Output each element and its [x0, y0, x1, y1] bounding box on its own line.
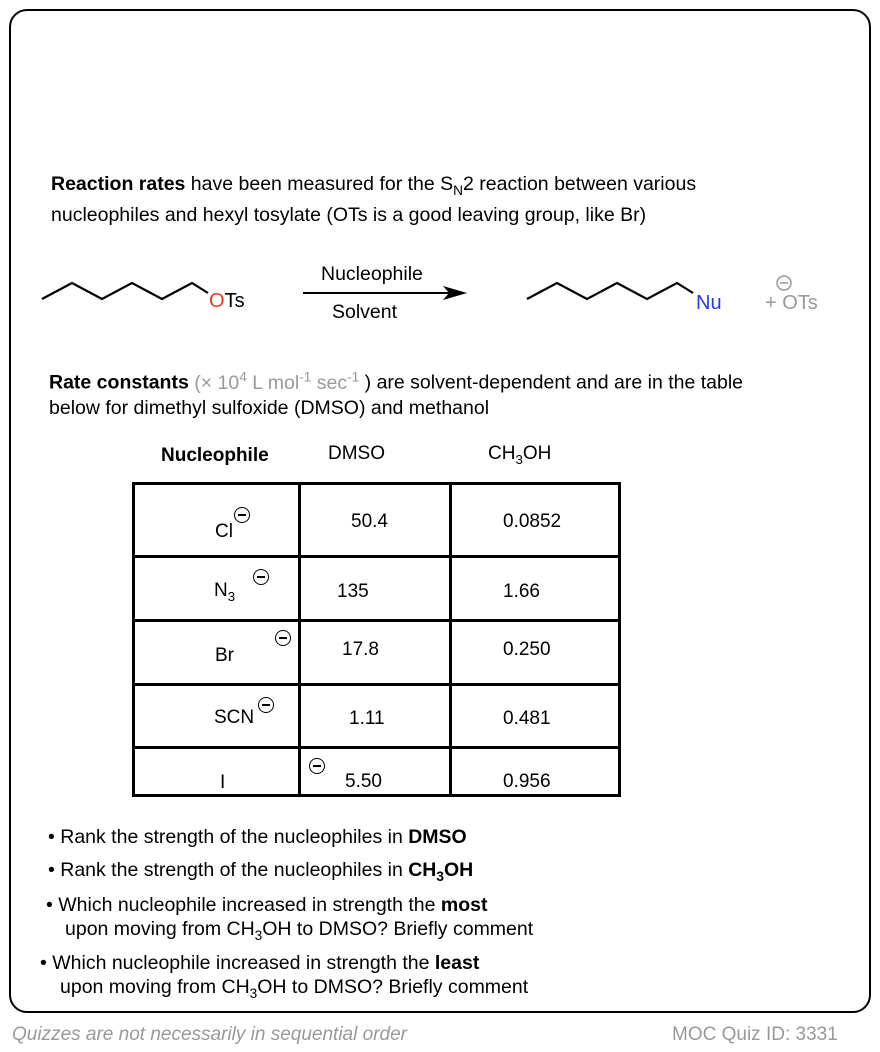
intro-text: [51, 172, 696, 228]
header-nucleophile: Nucleophile: [161, 445, 269, 466]
rate-units: (× $10^4$ L mol$^{-1}$ $\sec^{-1}$: [194, 369, 360, 394]
table-col-divider: [449, 482, 452, 796]
question-4: • Which nucleophile increased in strength the least upon moving from $CH_3OH$ to DMSO? Briefly comment: [40, 952, 529, 1001]
dmso-value: 135: [337, 581, 369, 602]
arrow-top-label: Nucleophile: [321, 263, 423, 285]
dmso-value: 1.11: [349, 708, 385, 729]
negative-charge-icon: [309, 758, 325, 774]
tosyl-label: Ts: [224, 290, 245, 312]
nucleophile-i: I: [220, 772, 226, 793]
table-row-divider: [132, 619, 621, 622]
intro-line2: nucleophiles and hexyl tosylate (OTs is a good leaving group, like Br): [51, 203, 647, 226]
arrow-bottom-label: Solvent: [332, 301, 398, 323]
header-ch3oh: $CH_3OH$: [488, 443, 552, 467]
nucleophile-cl: Cl: [215, 521, 233, 542]
header-dmso: DMSO: [328, 443, 385, 464]
table-row-divider: [132, 555, 621, 558]
meoh-value: 0.250: [503, 639, 551, 660]
table-bottom-border: [132, 794, 621, 797]
nucleophile-scn: SCN: [214, 707, 255, 728]
rate-text: [49, 364, 743, 421]
meoh-value: 0.481: [503, 708, 551, 729]
question-1: • Rank the strength of the nucleophiles in DMSO: [48, 826, 467, 848]
rate-line2: below for dimethyl sulfoxide (DMSO) and methanol: [49, 396, 490, 419]
reaction-scheme: [0, 255, 880, 330]
oxygen-atom: O: [209, 290, 225, 312]
rate-bold: Rate constants: [49, 371, 189, 394]
intro-bold: Reaction rates: [51, 173, 186, 195]
dmso-value: 17.8: [342, 639, 379, 660]
intro-text-a: have been measured for the S: [185, 173, 454, 195]
table-right-border: [618, 482, 621, 796]
nucleophile-n3: $N_3$: [214, 580, 236, 604]
reactant-chain: [42, 283, 208, 299]
nucleophile-br: Br: [215, 645, 234, 666]
table-col-divider: [298, 482, 301, 796]
quiz-id: MOC Quiz ID: 3331: [672, 1024, 838, 1045]
table-top-border: [132, 482, 621, 485]
question-3: • Which nucleophile increased in strength the most upon moving from $CH_3OH$ to DMSO? Briefly comment: [46, 894, 534, 943]
intro-sub: N: [453, 182, 464, 198]
intro-text-b: 2 reaction between various: [463, 173, 697, 195]
product-nu: Nu: [696, 292, 722, 314]
table-row-divider: [132, 683, 621, 686]
table-row-divider: [132, 746, 621, 749]
dmso-value: 50.4: [351, 511, 388, 532]
meoh-value: 0.0852: [503, 511, 562, 532]
negative-charge-icon: [234, 507, 250, 523]
reactant-leaving-group: [209, 290, 245, 313]
product-chain: [527, 283, 693, 299]
byproduct: + OTs: [765, 292, 818, 314]
question-2: • Rank the strength of the nucleophiles in $CH_3OH$: [48, 859, 474, 884]
footer-note: Quizzes are not necessarily in sequential order: [12, 1024, 407, 1045]
meoh-value: 0.956: [503, 771, 551, 792]
dmso-value: 5.50: [345, 771, 382, 792]
meoh-value: 1.66: [503, 581, 540, 602]
rate-text-a: ) are solvent-dependent and are in the table: [359, 371, 744, 394]
table-left-border: [132, 482, 135, 796]
negative-charge-icon: [275, 630, 291, 646]
